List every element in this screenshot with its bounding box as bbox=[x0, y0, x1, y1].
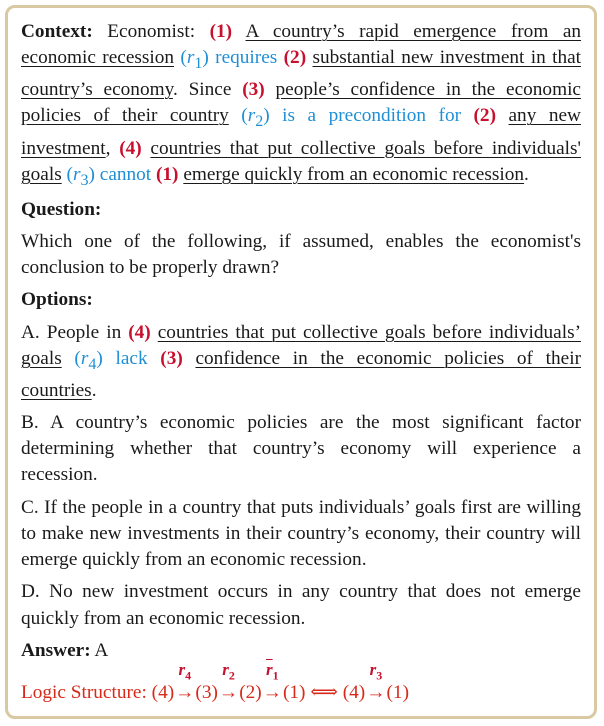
logic-arrow-r1-negated: $\overline{r}_1$ → bbox=[262, 659, 282, 703]
logic-arrow-r2: $r_2$ → bbox=[218, 659, 239, 703]
prop-number: (3) bbox=[160, 347, 183, 369]
proposition-text: substantial new investment in that country’s economy bbox=[21, 47, 581, 101]
logic-node: (1) bbox=[386, 681, 409, 703]
option-a-prefix: A. People in bbox=[21, 321, 122, 343]
logic-arrow-r4: $r_4$ → bbox=[175, 659, 195, 703]
logic-node: (1) bbox=[282, 681, 306, 703]
relation-r3: $(r_3)$ cannot bbox=[66, 163, 152, 189]
logic-equivalence: ⟺ bbox=[310, 681, 338, 703]
prop-number: (3) bbox=[242, 79, 265, 101]
arrow-label-r1-bar: $\overline{r}_1$ bbox=[266, 659, 279, 683]
connector-text: , bbox=[105, 137, 111, 159]
question-text: Which one of the following, if assumed, enables the economist's conclusion to be properly drawn? bbox=[21, 231, 581, 279]
option-a bbox=[21, 320, 581, 404]
speaker: Economist: bbox=[107, 21, 196, 42]
proposition-text: countries that put collective goals before individuals' goals bbox=[21, 137, 582, 185]
arrow-label-r4: $r_4$ bbox=[178, 659, 192, 683]
answer-label: Answer: bbox=[21, 639, 91, 661]
proposition-text: A country’s rapid emergence from an economic recession bbox=[21, 21, 582, 69]
prop-number: (1) bbox=[156, 163, 179, 185]
proposition-text: emerge quickly from an economic recession bbox=[183, 163, 525, 185]
answer-value: A bbox=[94, 639, 109, 661]
question-label: Question: bbox=[21, 198, 102, 220]
prop-number: (4) bbox=[128, 321, 151, 343]
proposition-text: countries that put collective goals before individuals’ goals bbox=[21, 321, 581, 369]
logic-arrow-r3: $r_3$ → bbox=[366, 659, 386, 703]
prop-number: (4) bbox=[119, 137, 142, 159]
logic-node: (4) bbox=[342, 681, 366, 703]
answer-line bbox=[21, 638, 581, 664]
proposition-text: confidence in the economic policies of their countries bbox=[21, 347, 581, 401]
proposition-text: people’s confidence in the economic policies of their country bbox=[21, 79, 581, 127]
prop-number: (1) bbox=[209, 21, 233, 42]
prop-number: (2) bbox=[473, 105, 496, 127]
proposition-text: any new investment bbox=[21, 105, 581, 159]
option-d: D. No new investment occurs in any country that does not emerge quickly from an economic recession. bbox=[21, 581, 581, 629]
arrow-label-r2: $r_2$ bbox=[222, 659, 235, 683]
options-label: Options: bbox=[21, 289, 93, 311]
prop-number: (2) bbox=[283, 47, 307, 69]
logic-label: Logic Structure: bbox=[21, 681, 147, 703]
connector-text: . bbox=[524, 163, 529, 185]
connector-text: . bbox=[91, 379, 97, 401]
relation-r1: $(r_1)$ requires bbox=[180, 47, 278, 73]
arrow-label-r3: $r_3$ bbox=[369, 659, 383, 683]
connector-text: . Since bbox=[172, 79, 232, 101]
logic-node: (2) bbox=[239, 681, 262, 703]
logic-structure bbox=[21, 659, 581, 706]
context-label: Context: bbox=[21, 21, 93, 42]
relation-r4: $(r_4)$ lack bbox=[74, 347, 148, 373]
logic-node: (3) bbox=[195, 681, 218, 703]
option-b: B. A country’s economic policies are the most significant factor determining whether that country’s economy will experience a recession. bbox=[21, 412, 581, 486]
relation-r2: $(r_2)$ is a precondition for bbox=[241, 105, 462, 131]
example-card bbox=[5, 5, 597, 719]
card-content bbox=[21, 19, 581, 706]
logic-node: (4) bbox=[151, 681, 175, 703]
option-c: C. If the people in a country that puts individuals’ goals first are willing to make new investments in their country’s economy, their country will emerge quickly from an economic recession. bbox=[21, 496, 581, 571]
context-paragraph bbox=[21, 19, 581, 194]
